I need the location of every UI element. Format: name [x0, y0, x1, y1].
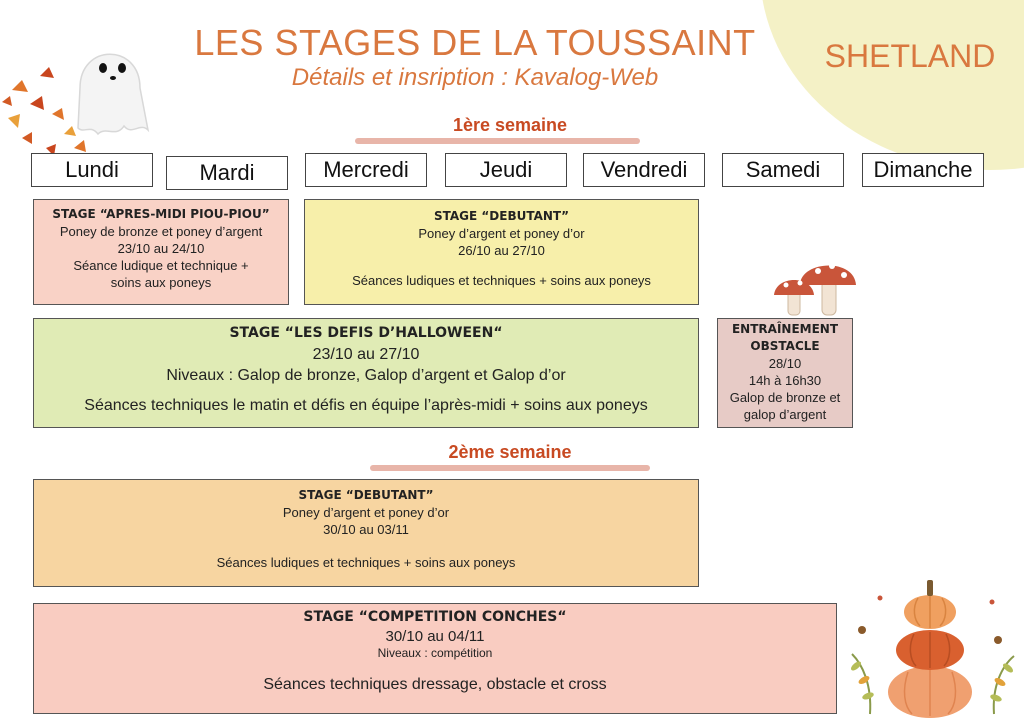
pumpkin-icon [888, 580, 972, 718]
stage-piou-piou [33, 199, 289, 305]
week-1-underline [355, 138, 640, 144]
stage-title: STAGE “DEBUTANT” [434, 209, 569, 223]
training-title-cont: OBSTACLE [750, 339, 820, 353]
stage-levels: Niveaux : compétition [377, 646, 493, 660]
week-1-title: 1ère semaine [452, 115, 568, 135]
stage-description: Séances techniques le matin et défis en équipe l’après-midi + soins aux poneys [84, 397, 648, 414]
training-obstacle [717, 318, 853, 428]
autumn-leaves-icon [2, 67, 86, 156]
mushroom-icon [774, 263, 856, 315]
stage-competition [33, 603, 837, 714]
stage-title: STAGE “DEBUTANT” [298, 488, 434, 502]
day-tuesday: Mardi [166, 156, 288, 190]
training-time: 14h à 16h30 [748, 373, 822, 388]
stage-description: Séances techniques dressage, obstacle et cross [263, 676, 607, 693]
training-title: ENTRAÎNEMENT [731, 322, 839, 336]
day-friday: Vendredi [583, 153, 705, 187]
stage-description: Séance ludique et technique + [73, 258, 249, 273]
training-levels-cont: galop d’argent [743, 407, 827, 422]
stage-dates: 30/10 au 04/11 [385, 628, 485, 645]
stage-description: Séances ludiques et techniques + soins aux poneys [216, 555, 516, 570]
stage-description-cont: soins aux poneys [110, 275, 212, 290]
stage-title: STAGE “LES DEFIS D’HALLOWEEN“ [229, 325, 503, 341]
week-2-underline [370, 465, 650, 471]
training-levels: Galop de bronze et [729, 390, 841, 405]
stage-levels: Poney d’argent et poney d’or [282, 505, 450, 520]
stage-halloween [33, 318, 699, 428]
stage-dates: 30/10 au 03/11 [323, 522, 409, 537]
stage-debutant-week1 [304, 199, 699, 305]
stage-levels: Niveaux : Galop de bronze, Galop d’argent et Galop d’or [166, 367, 566, 384]
ghost-icon [78, 54, 148, 134]
stage-dates: 26/10 au 27/10 [458, 243, 545, 258]
mushroom-illustration [770, 255, 860, 315]
stage-dates: 23/10 au 24/10 [117, 241, 205, 256]
day-thursday: Jeudi [445, 153, 567, 187]
training-date: 28/10 [768, 356, 802, 371]
day-sunday: Dimanche [862, 153, 984, 187]
page-title: LES STAGES DE LA TOUSSAINT [194, 22, 756, 63]
stage-dates: 23/10 au 27/10 [312, 346, 420, 363]
day-monday: Lundi [31, 153, 153, 187]
stage-description: Séances ludiques et techniques + soins aux poneys [352, 273, 651, 288]
pumpkin-illustration [842, 574, 1022, 724]
stage-title: STAGE “APRES-MIDI PIOU-PIOU” [52, 207, 270, 221]
category-label: SHETLAND [824, 38, 996, 74]
day-wednesday: Mercredi [305, 153, 427, 187]
week-2-title: 2ème semaine [448, 442, 572, 462]
page-subtitle: Détails et insription : Kavalog-Web [291, 64, 659, 91]
stage-title: STAGE “COMPETITION CONCHES“ [303, 609, 567, 625]
stage-levels: Poney de bronze et poney d’argent [59, 224, 263, 239]
stage-levels: Poney d’argent et poney d’or [418, 226, 585, 241]
day-saturday: Samedi [722, 153, 844, 187]
stage-debutant-week2 [33, 479, 699, 587]
